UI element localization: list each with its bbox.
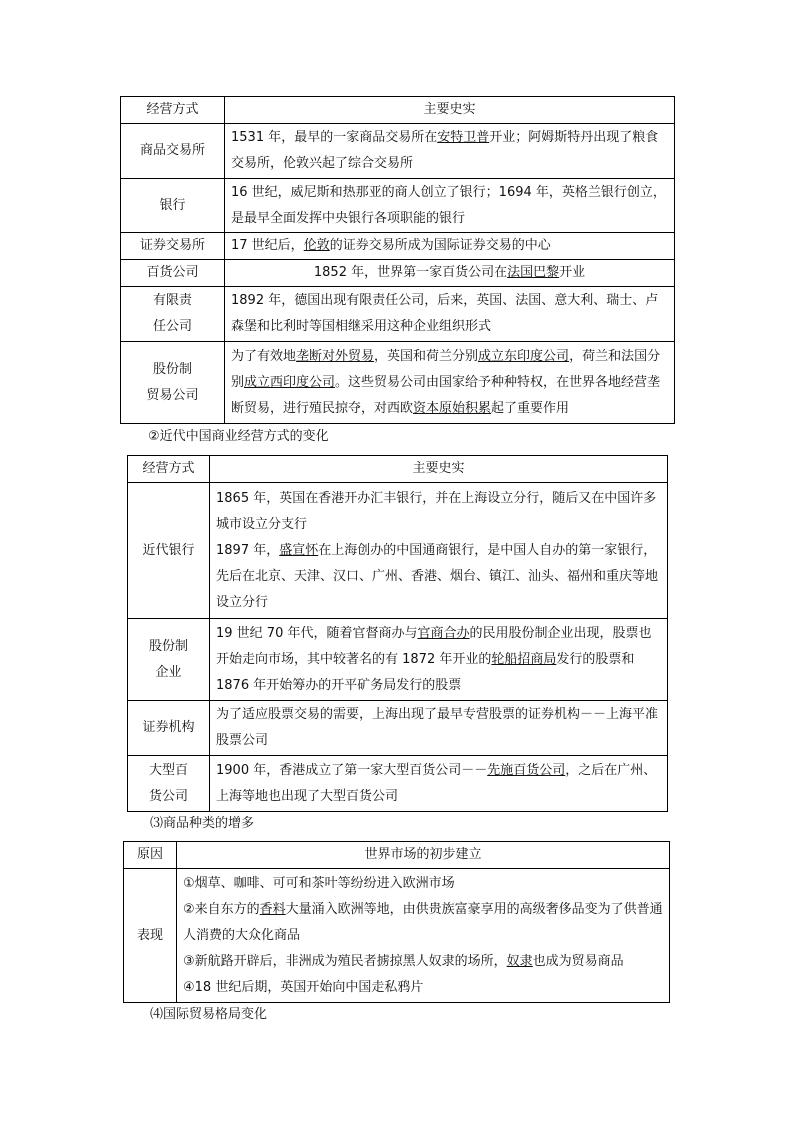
table-header-row xyxy=(128,456,668,483)
table-commodity-types xyxy=(123,841,670,1003)
table-row xyxy=(124,869,670,1003)
table-row xyxy=(128,483,668,619)
row-label: 大型百 货公司 xyxy=(128,756,210,812)
table-header-row xyxy=(124,842,670,869)
section-label-modern-china: ②近代中国商业经营方式的变化 xyxy=(148,429,329,444)
header-facts: 主要史实 xyxy=(225,97,675,124)
section-label-trade-pattern: ⑷国际贸易格局变化 xyxy=(150,1007,268,1022)
row-text: 1531 年，最早的一家商品交易所在安特卫普开业；阿姆斯特丹出现了粮食交易所，伦敦兴起了综合交易所 xyxy=(225,124,675,179)
table-header-row xyxy=(121,97,675,124)
row-text: 为了适应股票交易的需要，上海出现了最早专营股票的证券机构－－上海平准股票公司 xyxy=(210,701,668,756)
table-row xyxy=(121,179,675,233)
header-method: 经营方式 xyxy=(121,97,225,124)
header-facts: 主要史实 xyxy=(210,456,668,483)
row-text: 1852 年，世界第一家百货公司在法国巴黎开业 xyxy=(225,260,675,287)
header-method: 经营方式 xyxy=(128,456,210,483)
list-item: ③新航路开辟后，非洲成为殖民者掳掠黑人奴隶的场所，奴隶也成为贸易商品 xyxy=(183,953,624,969)
table-business-methods xyxy=(120,96,675,424)
table-row xyxy=(121,287,675,342)
row-label: 银行 xyxy=(121,179,225,233)
row-text: 1900 年，香港成立了第一家大型百货公司－－先施百货公司，之后在广州、上海等地也出现了大型百货公司 xyxy=(210,756,668,812)
table-modern-china-business xyxy=(127,455,668,812)
row-label: 商品交易所 xyxy=(121,124,225,179)
row-label: 有限责 任公司 xyxy=(121,287,225,342)
table-row xyxy=(121,124,675,179)
row-label: 表现 xyxy=(124,869,177,1003)
table-row xyxy=(121,233,675,260)
row-text: 19 世纪 70 年代，随着官督商办与官商合办的民用股份制企业出现，股票也开始走向市场，其中较著名的有 1872 年开业的轮船招商局发行的股票和 1876 年开始筹办的开平矿务局发行的股票 xyxy=(210,619,668,701)
row-text: 1892 年，德国出现有限责任公司，后来，英国、法国、意大利、瑞士、卢森堡和比利时等国相继采用这种企业组织形式 xyxy=(225,287,675,342)
table-row xyxy=(128,701,668,756)
list-item: ②来自东方的香料大量涌入欧洲等地，由供贵族富豪享用的高级奢侈品变为了供普通人消费的大众化商品 xyxy=(183,901,663,943)
row-label: 股份制 贸易公司 xyxy=(121,342,225,424)
row-label: 百货公司 xyxy=(121,260,225,287)
row-text: 17 世纪后，伦敦的证券交易所成为国际证券交易的中心 xyxy=(225,233,675,260)
table-row xyxy=(121,260,675,287)
table-row xyxy=(121,342,675,424)
row-label: 证券机构 xyxy=(128,701,210,756)
row-label: 近代银行 xyxy=(128,483,210,619)
row-text xyxy=(177,869,670,1003)
row-text: 为了有效地垄断对外贸易，英国和荷兰分别成立东印度公司，荷兰和法国分别成立西印度公司。这些贸易公司由国家给予种种特权，在世界各地经营垄断贸易，进行殖民掠夺，对西欧资本原始积累起了重要作用 xyxy=(225,342,675,424)
header-cause: 原因 xyxy=(124,842,177,869)
list-item: ①烟草、咖啡、可可和茶叶等纷纷进入欧洲市场 xyxy=(183,875,455,891)
list-item: ④18 世纪后期，英国开始向中国走私鸦片 xyxy=(183,979,424,995)
table-row xyxy=(128,619,668,701)
row-text: 1865 年，英国在香港开办汇丰银行，并在上海设立分行，随后又在中国许多城市设立分支行 1897 年，盛宣怀在上海创办的中国通商银行，是中国人自办的第一家银行，先后在北京、天津、汉口、广州、香港、烟台、镇江、汕头、福州和重庆等地设立分行 xyxy=(210,483,668,619)
row-label: 股份制 企业 xyxy=(128,619,210,701)
table-row xyxy=(128,756,668,812)
row-label: 证券交易所 xyxy=(121,233,225,260)
header-world-market: 世界市场的初步建立 xyxy=(177,842,670,869)
section-label-commodity-types: ⑶商品种类的增多 xyxy=(150,816,255,831)
row-text: 16 世纪，威尼斯和热那亚的商人创立了银行；1694 年，英格兰银行创立，是最早全面发挥中央银行各项职能的银行 xyxy=(225,179,675,233)
